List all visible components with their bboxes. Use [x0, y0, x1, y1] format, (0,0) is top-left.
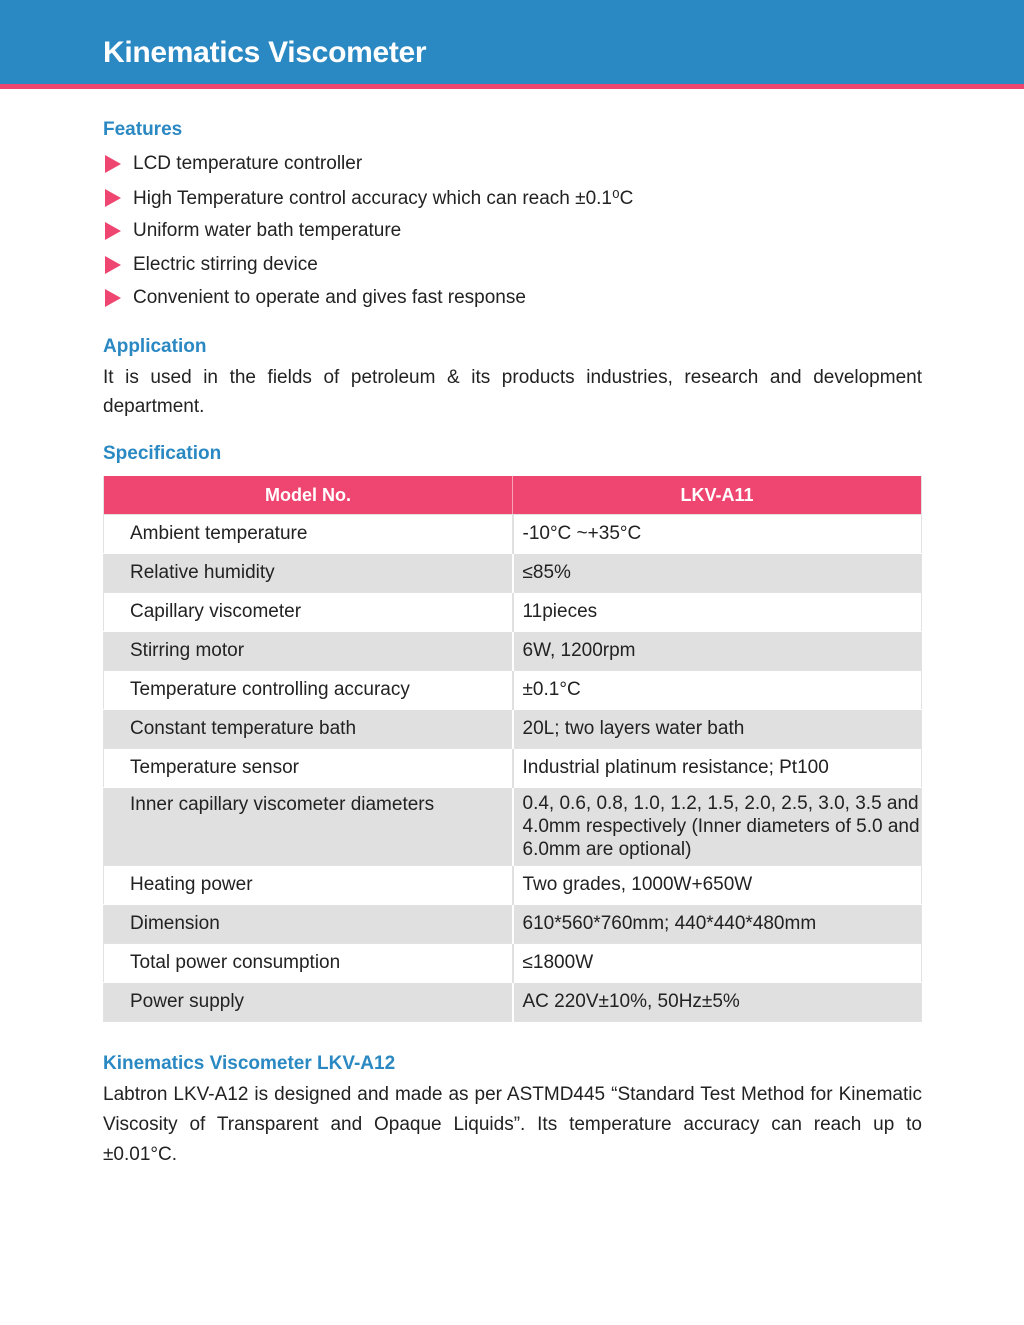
column-header-model: Model No. [104, 476, 513, 515]
feature-text: Convenient to operate and gives fast response [133, 287, 526, 308]
triangle-bullet-icon [105, 256, 121, 274]
spec-label: Stirring motor [104, 632, 513, 671]
feature-text: High Temperature control accuracy which can reach ±0.1⁰C [133, 187, 634, 209]
spec-value: Two grades, 1000W+650W [513, 866, 922, 905]
spec-value: 20L; two layers water bath [513, 710, 922, 749]
spec-label: Dimension [104, 905, 513, 944]
column-header-value: LKV-A11 [513, 476, 922, 515]
spec-value: 6W, 1200rpm [513, 632, 922, 671]
spec-label: Temperature sensor [104, 749, 513, 788]
triangle-bullet-icon [105, 222, 121, 240]
table-row [104, 593, 922, 632]
specification-heading: Specification [103, 443, 222, 464]
table-row [104, 554, 922, 593]
triangle-bullet-icon [105, 189, 121, 207]
table-row [104, 515, 922, 554]
application-heading: Application [103, 336, 207, 357]
feature-item [103, 253, 318, 277]
spec-label: Relative humidity [104, 554, 513, 593]
feature-item [103, 152, 362, 176]
spec-label: Inner capillary viscometer diameters [104, 788, 513, 866]
spec-value: -10°C ~+35°C [513, 515, 922, 554]
feature-text: Electric stirring device [133, 254, 318, 275]
table-row [104, 944, 922, 983]
feature-text: Uniform water bath temperature [133, 220, 402, 241]
spec-label: Temperature controlling accuracy [104, 671, 513, 710]
table-row [104, 866, 922, 905]
feature-item [103, 286, 526, 310]
spec-value: 610*560*760mm; 440*440*480mm [513, 905, 922, 944]
table-row [104, 710, 922, 749]
table-row [104, 788, 922, 866]
table-row [104, 905, 922, 944]
spec-label: Ambient temperature [104, 515, 513, 554]
header-divider [0, 84, 1024, 89]
spec-label: Heating power [104, 866, 513, 905]
spec-value: 11pieces [513, 593, 922, 632]
spec-value: ≤1800W [513, 944, 922, 983]
specification-table [103, 476, 922, 1022]
spec-value: AC 220V±10%, 50Hz±5% [513, 983, 922, 1022]
lkv-a12-heading: Kinematics Viscometer LKV-A12 [103, 1053, 396, 1074]
lkv-a12-text: Labtron LKV-A12 is designed and made as per ASTMD445 “Standard Test Method for Kinematic Viscosity of Transparent and Opaque Liquids”. Its temperature accuracy can reach up to ±0.01°C. [103, 1084, 922, 1165]
feature-item [103, 186, 633, 210]
table-row [104, 632, 922, 671]
feature-item [103, 219, 401, 243]
table-header-row [104, 476, 922, 515]
triangle-bullet-icon [105, 155, 121, 173]
application-text: It is used in the fields of petroleum & its products industries, research and development department. [103, 367, 922, 417]
table-row [104, 749, 922, 788]
spec-value: ≤85% [513, 554, 922, 593]
features-heading: Features [103, 119, 183, 140]
spec-label: Power supply [104, 983, 513, 1022]
spec-value: 0.4, 0.6, 0.8, 1.0, 1.2, 1.5, 2.0, 2.5, 3.0, 3.5 and 4.0mm respectively (Inner diameters of 5.0 and 6.0mm are optional) [513, 788, 922, 866]
triangle-bullet-icon [105, 289, 121, 307]
page-header [0, 0, 1024, 84]
spec-label: Capillary viscometer [104, 593, 513, 632]
spec-value: Industrial platinum resistance; Pt100 [513, 749, 922, 788]
spec-label: Total power consumption [104, 944, 513, 983]
table-row [104, 983, 922, 1022]
spec-label: Constant temperature bath [104, 710, 513, 749]
table-row [104, 671, 922, 710]
feature-text: LCD temperature controller [133, 153, 363, 174]
page-title: Kinematics Viscometer [103, 36, 427, 69]
spec-value: ±0.1°C [513, 671, 922, 710]
